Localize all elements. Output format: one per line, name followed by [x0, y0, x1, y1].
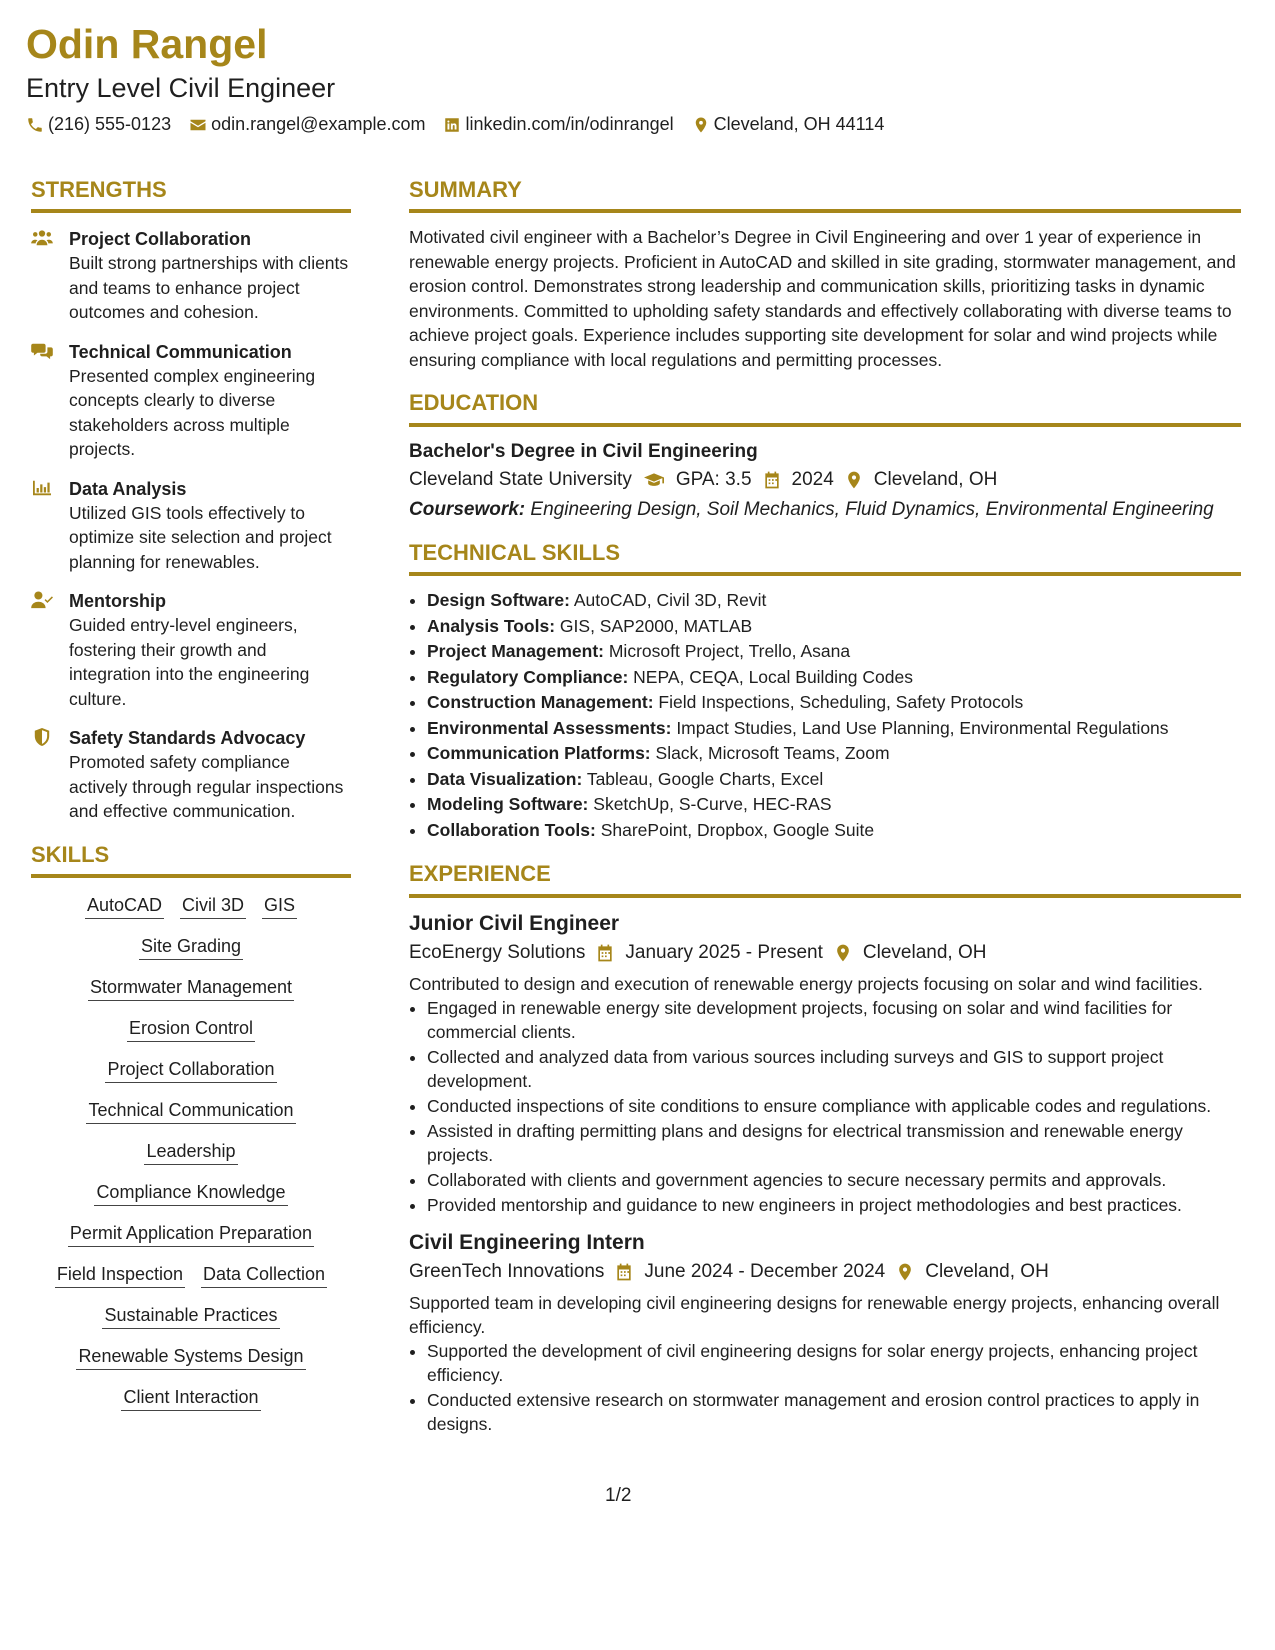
tech-skill-label: Regulatory Compliance:: [427, 666, 629, 687]
list-item: • Supported the development of civil engineering designs for solar energy projects, enhancing project efficiency.: [427, 1339, 1241, 1387]
skill-tag: AutoCAD: [85, 892, 164, 919]
strength-item: [31, 477, 351, 575]
phone-icon: [26, 116, 44, 134]
page-number: 1/2: [605, 1485, 632, 1506]
list-item: [427, 639, 1241, 665]
education-school: Cleveland State University: [409, 468, 632, 490]
skill-tag: Sustainable Practices: [102, 1302, 279, 1329]
job-description: Supported team in developing civil engineering designs for renewable energy projects, enhancing overall efficiency.: [409, 1292, 1220, 1337]
strengths-list: [31, 225, 351, 824]
job-meta: [409, 938, 1241, 968]
technical-skills-heading: TECHNICAL SKILLS: [409, 540, 1241, 576]
skill-tag: Data Collection: [201, 1261, 327, 1288]
strength-desc: Built strong partnerships with clients and teams to enhance project outcomes and cohesion.: [69, 253, 349, 323]
contact-phone[interactable]: [26, 114, 171, 135]
calendar-icon: [762, 470, 782, 490]
skill-tag: GIS: [262, 892, 297, 919]
skills-heading: SKILLS: [31, 842, 351, 878]
strength-title: Technical Communication: [69, 341, 292, 362]
strength-item: [31, 726, 351, 824]
phone-text: (216) 555-0123: [48, 114, 172, 134]
technical-skills-list: [409, 588, 1241, 843]
comments-icon: [31, 342, 53, 360]
list-item: • Collected and analyzed data from various sources including surveys and GIS to support project development.: [427, 1045, 1241, 1093]
education-coursework: [409, 497, 1241, 522]
tech-skill-value: Field Inspections, Scheduling, Safety Protocols: [658, 692, 1024, 713]
contact-linkedin[interactable]: [443, 114, 673, 135]
calendar-icon: [614, 1262, 634, 1282]
education-gpa: GPA: 3.5: [675, 468, 752, 490]
tech-skill-label: Project Management:: [427, 641, 604, 662]
job-dates: June 2024 - December 2024: [644, 1260, 886, 1282]
job-meta: [409, 1257, 1241, 1287]
calendar-icon: [595, 943, 615, 963]
list-item: • Collaborated with clients and government agencies to secure necessary permits and approvals.: [427, 1168, 1241, 1192]
contact-email[interactable]: [189, 114, 425, 135]
job-title: Civil Engineering Intern: [409, 1230, 645, 1254]
skill-tag: Project Collaboration: [105, 1056, 276, 1083]
tech-skill-value: GIS, SAP2000, MATLAB: [559, 615, 753, 636]
list-item: [427, 614, 1241, 640]
education-year: 2024: [791, 468, 834, 490]
job-location: Cleveland, OH: [925, 1260, 1049, 1282]
tech-skill-value: Tableau, Google Charts, Excel: [586, 768, 824, 789]
job-location: Cleveland, OH: [862, 941, 987, 963]
job-title: Junior Civil Engineer: [409, 911, 620, 935]
strengths-heading: STRENGTHS: [31, 177, 351, 213]
tech-skill-value: Slack, Microsoft Teams, Zoom: [655, 743, 890, 764]
list-item: • Provided mentorship and guidance to new engineers in project methodologies and best practices.: [427, 1193, 1241, 1217]
job-bullets: [409, 1339, 1241, 1436]
skill-tag: Field Inspection: [55, 1261, 185, 1288]
skill-tag: Technical Communication: [86, 1097, 295, 1124]
job-entry: [409, 1229, 1241, 1436]
job-company: EcoEnergy Solutions: [409, 941, 586, 963]
strength-title: Mentorship: [69, 591, 166, 612]
map-pin-icon: [833, 943, 853, 963]
list-item: [427, 741, 1241, 767]
list-item: • Assisted in drafting permitting plans and designs for electrical transmission and renewable energy projects.: [427, 1119, 1241, 1167]
list-item: [427, 792, 1241, 818]
strength-item: [31, 589, 351, 711]
job-dates: January 2025 - Present: [625, 941, 823, 963]
tech-skill-label: Analysis Tools:: [427, 615, 556, 636]
user-check-icon: [31, 591, 53, 609]
tech-skill-value: Impact Studies, Land Use Planning, Environmental Regulations: [676, 717, 1169, 738]
job-description: Contributed to design and execution of renewable energy projects focusing on solar and wind facilities.: [409, 973, 1203, 994]
strength-title: Safety Standards Advocacy: [69, 728, 306, 749]
tech-skill-value: NEPA, CEQA, Local Building Codes: [633, 666, 913, 687]
education-degree: Bachelor's Degree in Civil Engineering: [409, 440, 758, 462]
tech-skill-value: AutoCAD, Civil 3D, Revit: [573, 590, 767, 611]
skill-tag: Leadership: [144, 1138, 237, 1165]
candidate-name: Odin Rangel: [26, 21, 268, 67]
contact-location: [692, 114, 885, 135]
list-item: • Conducted inspections of site conditions to ensure compliance with applicable codes and regulations.: [427, 1094, 1241, 1118]
right-column: [409, 177, 1241, 1448]
strength-item: [31, 227, 351, 325]
map-pin-icon: [692, 116, 710, 134]
graduation-cap-icon: [642, 470, 666, 490]
list-item: [427, 588, 1241, 614]
tech-skill-label: Design Software:: [427, 590, 570, 611]
tech-skill-value: SharePoint, Dropbox, Google Suite: [600, 819, 875, 840]
map-pin-icon: [895, 1262, 915, 1282]
coursework-label: Coursework:: [409, 498, 526, 520]
list-item: [427, 690, 1241, 716]
candidate-title: Entry Level Civil Engineer: [26, 73, 336, 103]
list-item: [427, 716, 1241, 742]
skill-tag: Civil 3D: [180, 892, 246, 919]
job-bullets: [409, 996, 1241, 1217]
envelope-icon: [189, 116, 207, 134]
tech-skill-label: Environmental Assessments:: [427, 717, 672, 738]
coursework-text: Engineering Design, Soil Mechanics, Fluid Dynamics, Environmental Engineering: [530, 498, 1214, 520]
location-text: Cleveland, OH 44114: [713, 114, 885, 134]
tech-skill-label: Construction Management:: [427, 692, 654, 713]
strength-desc: Utilized GIS tools effectively to optimize site selection and project planning for renewables.: [69, 502, 332, 572]
tech-skill-label: Collaboration Tools:: [427, 819, 596, 840]
tech-skill-label: Data Visualization:: [427, 768, 583, 789]
education-meta: [409, 465, 1241, 495]
tech-skill-value: Microsoft Project, Trello, Asana: [608, 641, 851, 662]
shield-icon: [31, 728, 53, 746]
linkedin-icon: [443, 116, 461, 134]
strength-title: Project Collaboration: [69, 229, 252, 250]
skill-tag: Site Grading: [139, 933, 243, 960]
summary-heading: SUMMARY: [409, 177, 1241, 213]
skill-tag: Stormwater Management: [88, 974, 294, 1001]
job-company: GreenTech Innovations: [409, 1260, 605, 1282]
tech-skill-label: Modeling Software:: [427, 794, 589, 815]
skill-tag: Erosion Control: [127, 1015, 255, 1042]
linkedin-text: linkedin.com/in/odinrangel: [465, 114, 674, 134]
email-text: odin.rangel@example.com: [211, 114, 426, 134]
list-item: [427, 818, 1241, 844]
bar-chart-icon: [31, 479, 53, 497]
strength-desc: Promoted safety compliance actively through regular inspections and effective communication.: [69, 752, 344, 822]
education-location: Cleveland, OH: [873, 468, 998, 490]
list-item: • Engaged in renewable energy site development projects, focusing on solar and wind facilities for commercial clients.: [427, 996, 1241, 1044]
skill-tag: Compliance Knowledge: [94, 1179, 287, 1206]
list-item: • Conducted extensive research on stormwater management and erosion control practices to apply in designs.: [427, 1388, 1241, 1436]
left-column: [31, 177, 351, 1411]
summary-text: Motivated civil engineer with a Bachelor’s Degree in Civil Engineering and over 1 year of experience in renewable energy projects. Proficient in AutoCAD and skilled in site grading, stormwater management, and erosion control. Demonstrates strong leadership and communication skills, prioritizing tasks in dynamic environments. Committed to upholding safety standards and effectively collaborating with diverse teams to achieve project goals. Experience includes supporting site development for solar and wind projects while ensuring compliance with local regulations and permitting processes.: [409, 227, 1236, 370]
job-entry: [409, 910, 1241, 1217]
education-heading: EDUCATION: [409, 390, 1241, 426]
contact-bar: [26, 114, 884, 135]
skill-tag: Renewable Systems Design: [76, 1343, 305, 1370]
strength-desc: Guided entry-level engineers, fostering their growth and integration into the engineering culture.: [69, 615, 310, 709]
skill-tag: Client Interaction: [121, 1384, 260, 1411]
skills-list: [31, 890, 351, 1411]
strength-desc: Presented complex engineering concepts clearly to diverse stakeholders across multiple projects.: [69, 365, 316, 460]
map-pin-icon: [844, 470, 864, 490]
strength-item: [31, 340, 351, 462]
list-item: [427, 665, 1241, 691]
tech-skill-value: SketchUp, S-Curve, HEC-RAS: [593, 794, 832, 815]
experience-heading: EXPERIENCE: [409, 861, 1241, 897]
tech-skill-label: Communication Platforms:: [427, 743, 651, 764]
users-icon: [31, 229, 53, 247]
skill-tag: Permit Application Preparation: [68, 1220, 314, 1247]
strength-title: Data Analysis: [69, 478, 187, 499]
list-item: [427, 767, 1241, 793]
